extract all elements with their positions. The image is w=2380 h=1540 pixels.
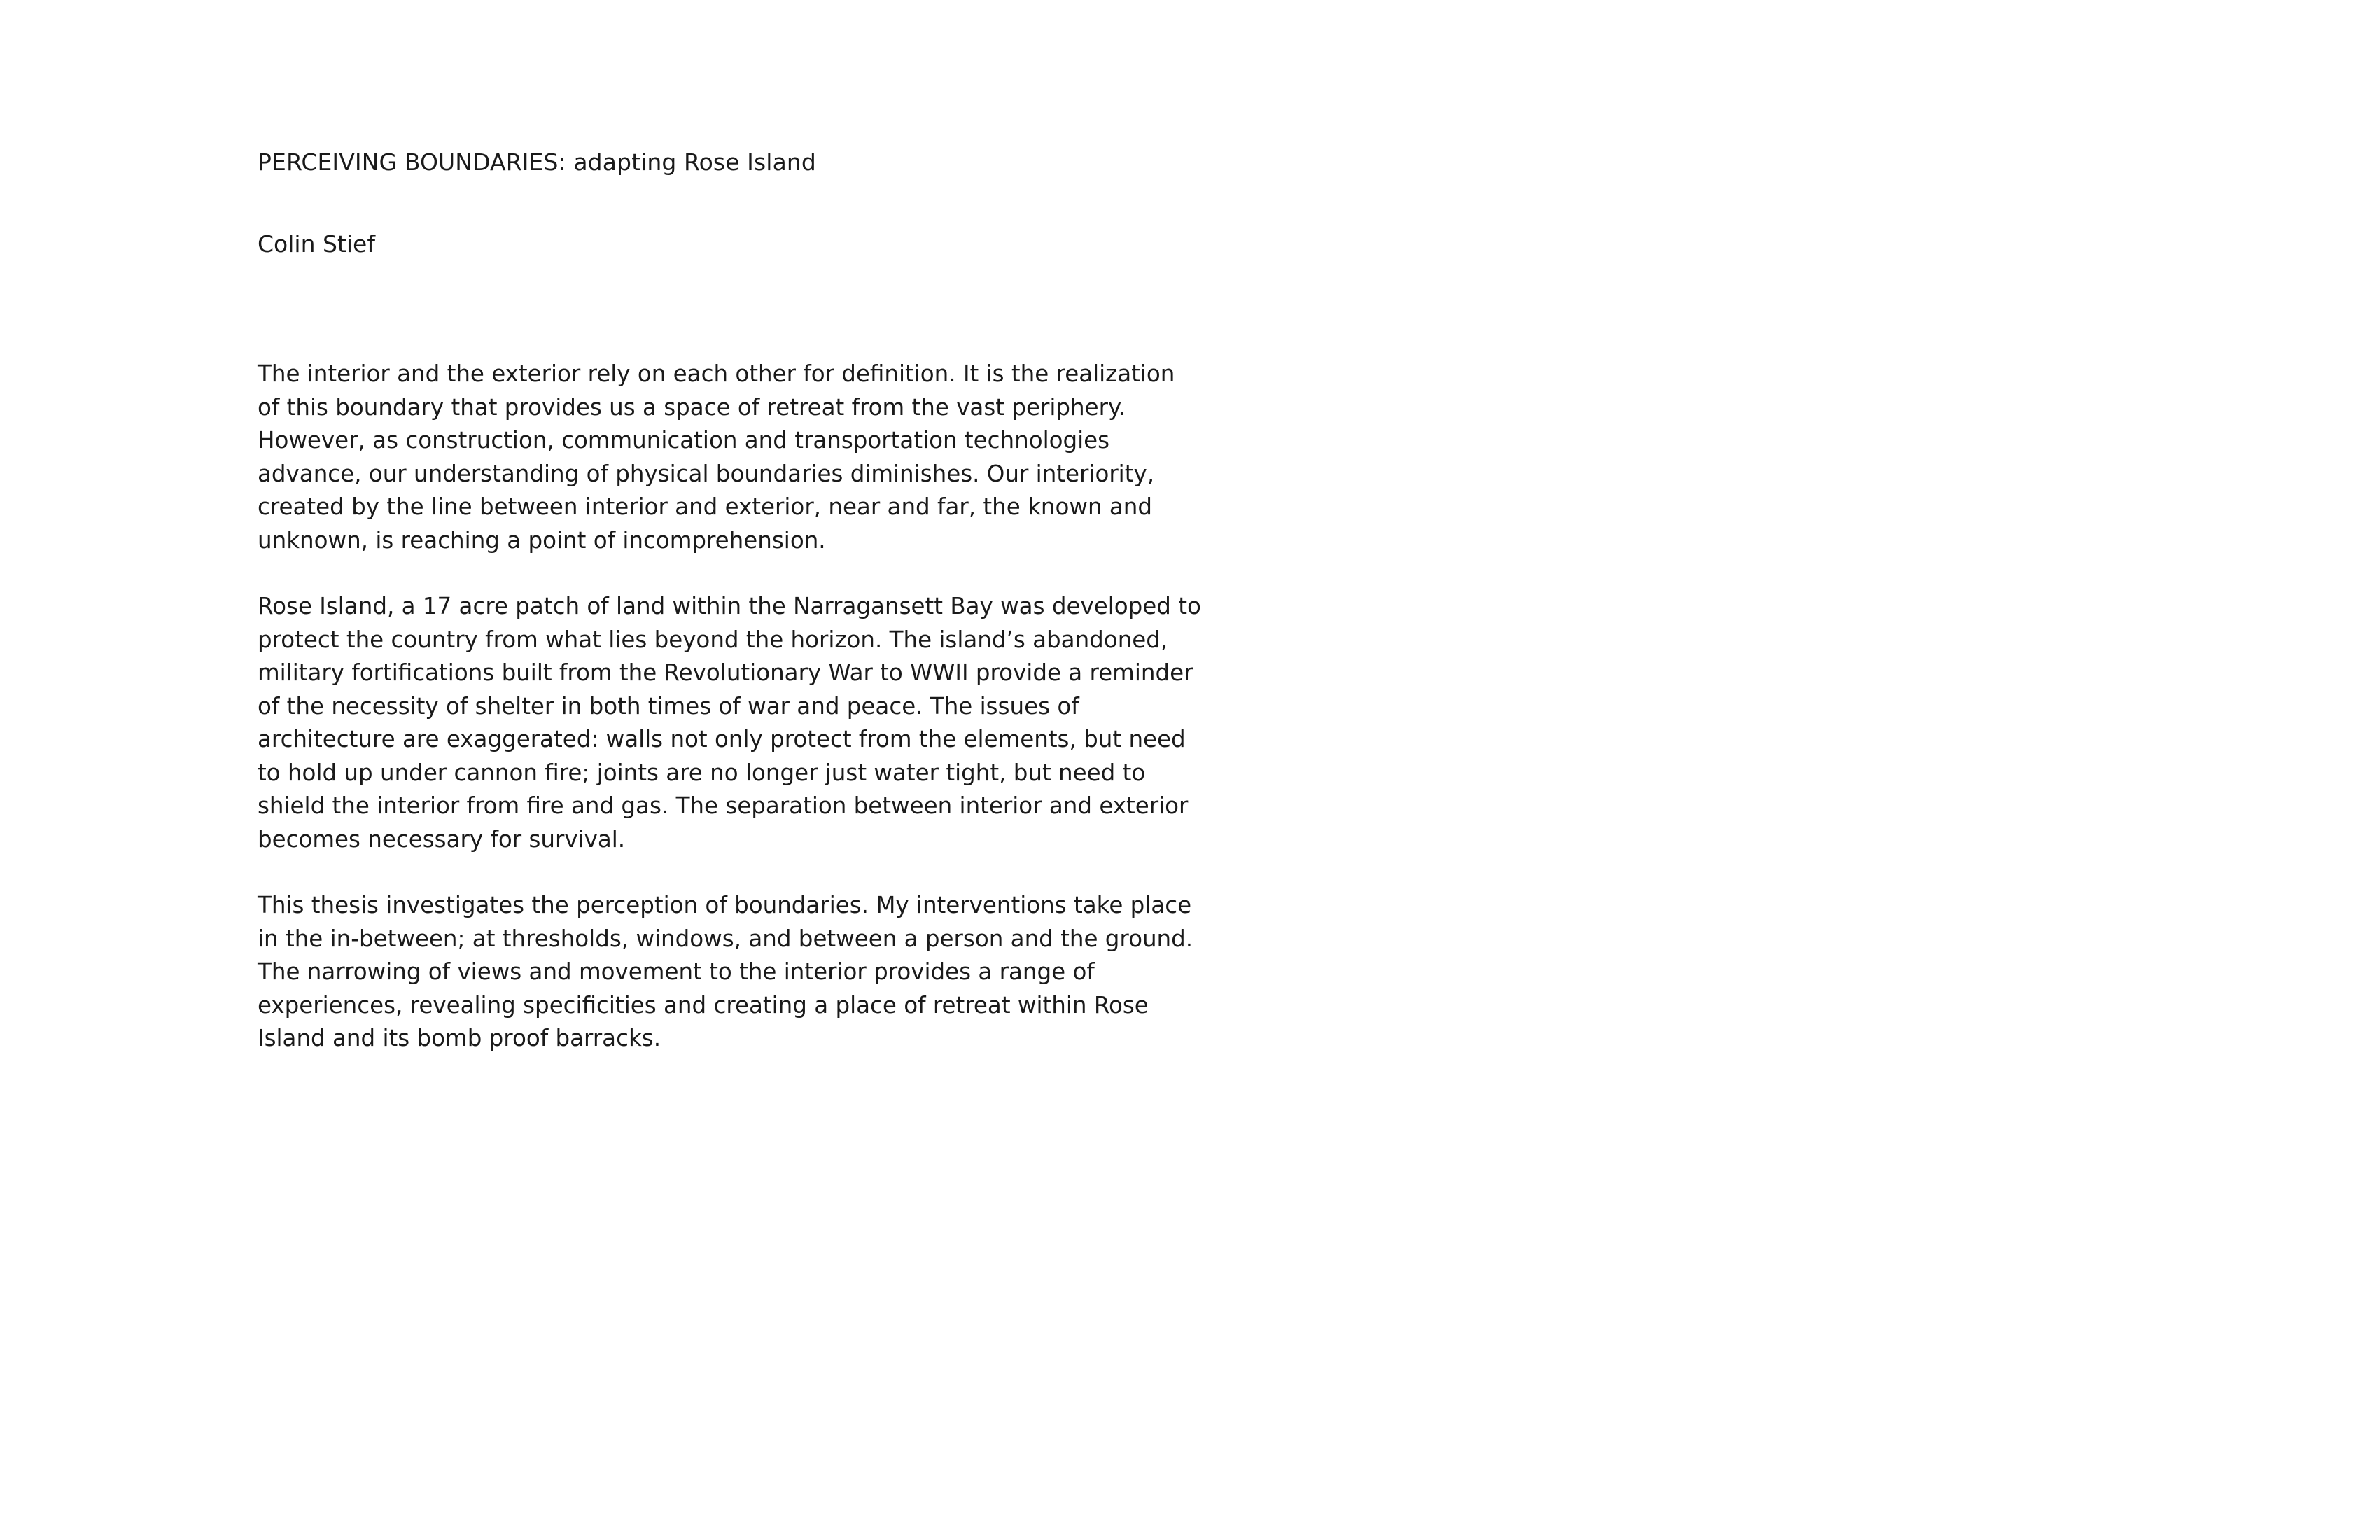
page-title: PERCEIVING BOUNDARIES: adapting Rose Island (258, 148, 816, 176)
paragraph: The interior and the exterior rely on each other for definition. It is the realization of this boundary that provides us a space of retreat from the vast periphery. However, as construction, communication and transportation technologies advance, our understanding of physical boundaries diminishes. Our interiority, created by the line between interior and exterior, near and far, the known and unknown, is reaching a point of incomprehension. (258, 360, 1175, 554)
document-content (258, 147, 1210, 1056)
author-name: Colin Stief (258, 230, 375, 258)
abstract-body (258, 358, 1210, 1056)
paragraph: This thesis investigates the perception of boundaries. My interventions take place in the in-between; at thresholds, windows, and between a person and the ground. The narrowing of views and movement to the interior provides a range of experiences, revealing specificities and creating a place of retreat within Rose Island and its bomb proof barracks. (258, 892, 1194, 1052)
paragraph: Rose Island, a 17 acre patch of land within the Narragansett Bay was developed to protect the country from what lies beyond the horizon. The island’s abandoned, military fortifications built from the Revolutionary War to WWII provide a reminder of the necessity of shelter in both times of war and peace. The issues of architecture are exaggerated: walls not only protect from the elements, but need to hold up under cannon fire; joints are no longer just water tight, but need to shield the interior from fire and gas. The separation between interior and exterior becomes necessary for survival. (258, 593, 1201, 853)
